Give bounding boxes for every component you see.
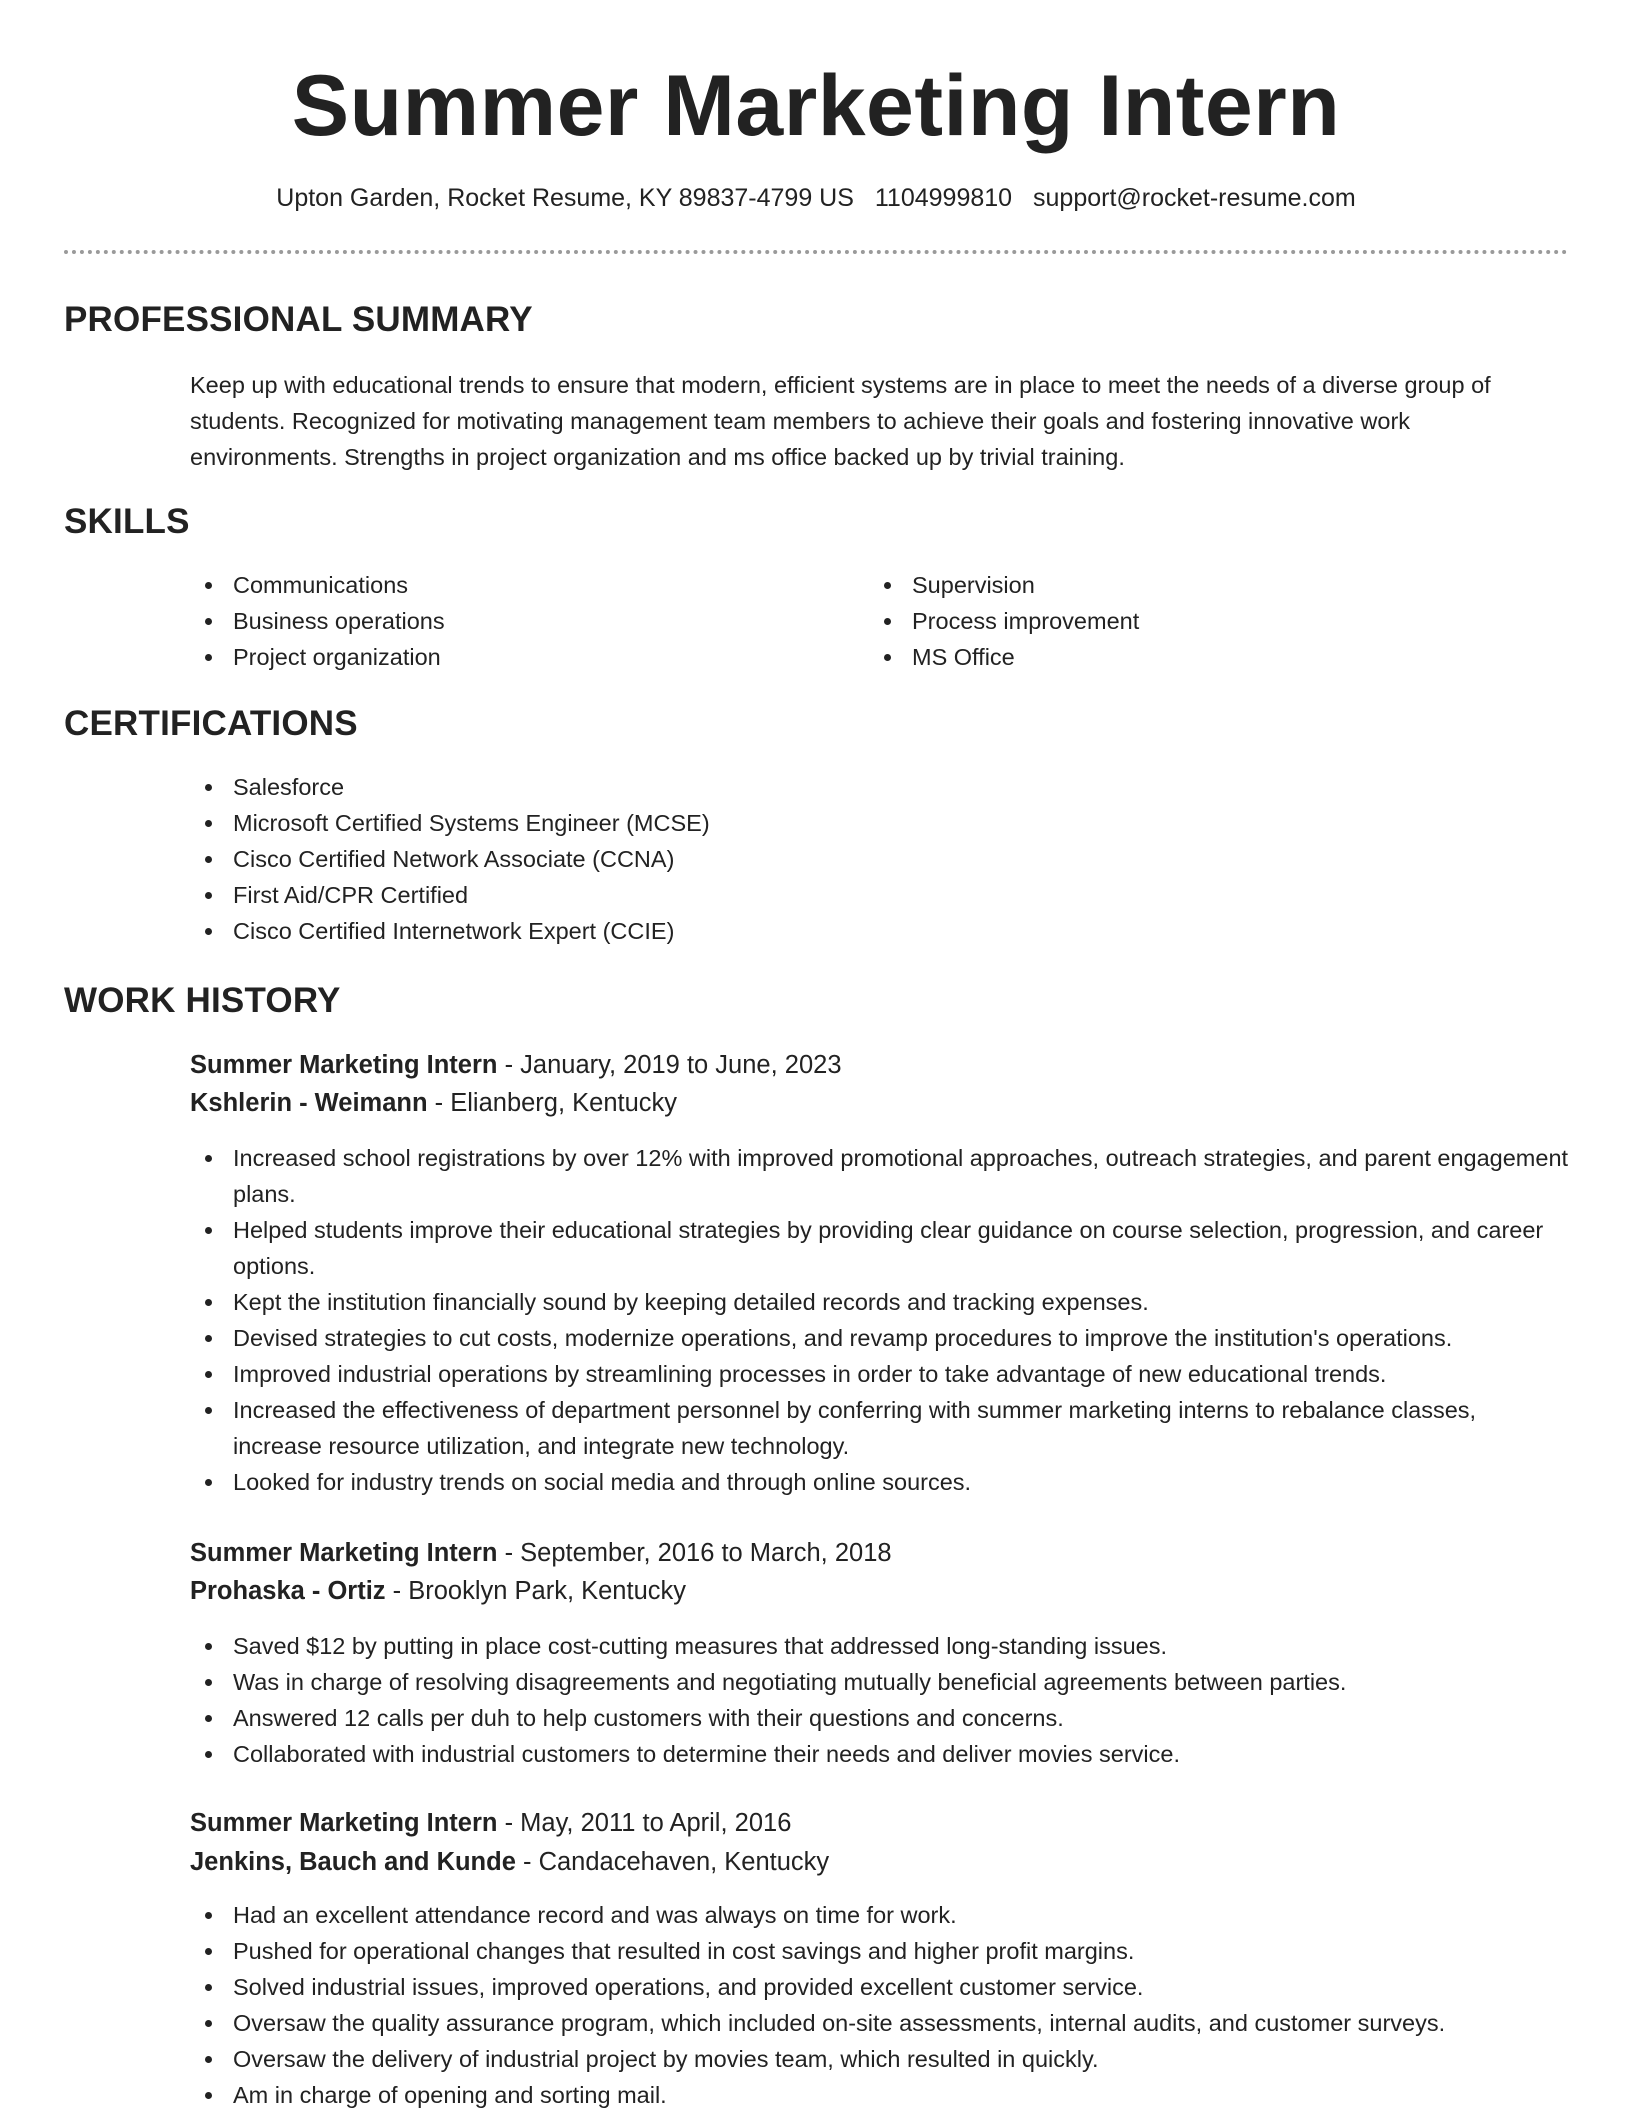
job-location: - Elianberg, Kentucky [427,1089,678,1117]
skill-item: Supervision [869,567,1469,603]
job-dates: - May, 2011 to April, 2016 [497,1809,792,1837]
job-company-line [190,1572,686,1610]
job-dates: - January, 2019 to June, 2023 [497,1051,842,1079]
job-bullet: Had an excellent attendance record and was always on time for work. [190,1897,1570,1933]
job-bullet: Helped students improve their educational strategies by providing clear guidance on course selection, progression, and career options. [190,1212,1570,1284]
contact-address: Upton Garden, Rocket Resume, KY 89837-4799 US [276,184,854,212]
job-bullet: Oversaw the delivery of industrial project by movies team, which resulted in quickly. [190,2041,1570,2077]
job-bullets [190,1628,1570,1772]
work-history-heading: WORK HISTORY [64,981,341,1020]
job-bullet: Increased the effectiveness of department personnel by conferring with summer marketing interns to rebalance classes, increase resource utilization, and integrate new technology. [190,1392,1570,1464]
candidate-name: Summer Marketing Intern [291,58,1341,154]
job-title-line [190,1046,842,1084]
job-bullet: Am in charge of opening and sorting mail. [190,2077,1570,2112]
job-bullet: Collaborated with industrial customers to determine their needs and deliver movies service. [190,1736,1570,1772]
job-company-line [190,1843,829,1881]
summary-heading: PROFESSIONAL SUMMARY [64,300,533,339]
skills-list-right [869,567,1469,675]
job-dates: - September, 2016 to March, 2018 [497,1539,892,1567]
job-bullet: Looked for industry trends on social media and through online sources. [190,1464,1570,1500]
skills-heading: SKILLS [64,502,190,541]
job-bullet: Saved $12 by putting in place cost-cutting measures that addressed long-standing issues. [190,1628,1570,1664]
job-bullet: Increased school registrations by over 12% with improved promotional approaches, outreach strategies, and parent engagement plans. [190,1140,1570,1212]
job-bullet: Devised strategies to cut costs, modernize operations, and revamp procedures to improve the institution's operations. [190,1320,1570,1356]
certification-item: Cisco Certified Network Associate (CCNA) [190,841,1390,877]
skill-item: Process improvement [869,603,1469,639]
skill-item: MS Office [869,639,1469,675]
job-role: Summer Marketing Intern [190,1809,498,1837]
job-role: Summer Marketing Intern [190,1539,498,1567]
header-divider [64,250,1568,254]
job-company: Kshlerin - Weimann [190,1089,428,1117]
skill-item: Communications [190,567,790,603]
job-role: Summer Marketing Intern [190,1051,498,1079]
certifications-heading: CERTIFICATIONS [64,704,358,743]
job-company: Jenkins, Bauch and Kunde [190,1848,516,1876]
certification-item: Salesforce [190,769,1390,805]
job-bullet: Pushed for operational changes that resulted in cost savings and higher profit margins. [190,1933,1570,1969]
job-title-line [190,1804,791,1842]
certification-item: Cisco Certified Internetwork Expert (CCIE) [190,913,1390,949]
contact-email[interactable]: support@rocket-resume.com [1033,184,1356,212]
job-bullet: Kept the institution financially sound by keeping detailed records and tracking expenses. [190,1284,1570,1320]
job-bullets [190,1140,1570,1500]
job-bullet: Improved industrial operations by streamlining processes in order to take advantage of new educational trends. [190,1356,1570,1392]
certification-item: Microsoft Certified Systems Engineer (MCSE) [190,805,1390,841]
job-bullet: Was in charge of resolving disagreements and negotiating mutually beneficial agreements between parties. [190,1664,1570,1700]
job-bullet: Oversaw the quality assurance program, which included on-site assessments, internal audits, and customer surveys. [190,2005,1570,2041]
job-location: - Brooklyn Park, Kentucky [385,1577,687,1605]
job-company: Prohaska - Ortiz [190,1577,386,1605]
job-company-line [190,1084,677,1122]
job-bullets [190,1897,1570,2112]
summary-text: Keep up with educational trends to ensure that modern, efficient systems are in place to meet the needs of a diverse group of students. Recognized for motivating management team members to achieve their goals and fostering innovative work environments. Strengths in project organization and ms office backed up by trivial training. [190,372,1491,470]
skill-item: Business operations [190,603,790,639]
job-title-line [190,1534,892,1572]
job-bullet: Answered 12 calls per duh to help customers with their questions and concerns. [190,1700,1570,1736]
certification-item: First Aid/CPR Certified [190,877,1390,913]
job-bullet: Solved industrial issues, improved operations, and provided excellent customer service. [190,1969,1570,2005]
certifications-list [190,769,1390,949]
skills-list-left [190,567,790,675]
contact-line [0,180,1632,216]
job-location: - Candacehaven, Kentucky [515,1848,830,1876]
contact-phone: 1104999810 [874,184,1013,212]
skill-item: Project organization [190,639,790,675]
